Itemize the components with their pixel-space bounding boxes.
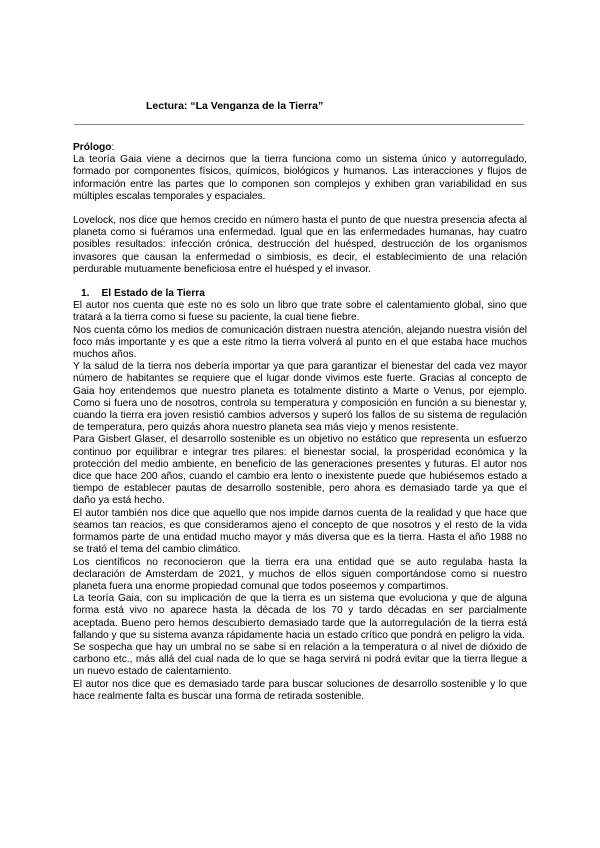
section-1-number: 1. — [81, 288, 90, 300]
prologo-label: Prólogo — [73, 142, 112, 153]
document-title: Lectura: “La Venganza de la Tierra” — [146, 100, 324, 112]
section-1-title: El Estado de la Tierra — [101, 288, 205, 300]
section-1-heading — [81, 288, 527, 300]
prologo-colon: : — [111, 142, 115, 153]
section-1-paragraph-4: Para Gisbert Glaser, el desarrollo sostenible es un objetivo no estático que representa un esfuerzo continuo por equilibrar e integrar tres pilares: el bienestar social, la prosperidad económica y la protección del medio ambiente, en beneficio de las generaciones presentes y futuras. El autor nos dice que hace 200 años, cuando el cambio era lento o inexistente puede que hubiésemos estado a tiempo de establecer pautas de desarrollo sostenible, pero ahora es demasiado tarde ya que el daño ya está hecho. — [73, 434, 527, 507]
section-1-paragraph-1: El autor nos cuenta que este no es solo un libro que trate sobre el calentamiento global, sino que tratará a la tierra como si fuese su paciente, la cual tiene fiebre. — [73, 300, 527, 324]
prologo-paragraph-1: La teoría Gaia viene a decirnos que la tierra funciona como un sistema único y autorregulado, formado por componentes físicos, químicos, biológicos y humanos. Las interacciones y flujos de información entre las partes que lo componen son complejos y exhiben gran variabilidad en sus múltiples escalas temporales y espaciales. — [73, 154, 527, 202]
title-divider — [74, 124, 524, 125]
document-body — [73, 142, 527, 703]
section-1-paragraph-5: El autor también nos dice que aquello que nos impide darnos cuenta de la realidad y que hace que seamos tan reacios, es que consideramos ajeno el concepto de que nosotros y el resto de la vida formamos parte de una entidad mucho mayor y más diversa que es la tierra. Hasta el año 1988 no se trató el tema del cambio climático. — [73, 507, 527, 556]
section-1-paragraph-9: El autor nos dice que es demasiado tarde para buscar soluciones de desarrollo sostenible y lo que hace realmente falta es buscar una forma de retirada sostenible. — [73, 678, 527, 702]
section-1-paragraph-8: Se sospecha que hay un umbral no se sabe si en relación a la temperatura o al nivel de dióxido de carbono etc., más allá del cual nada de lo que se haga servirá ni podrá evitar que la tierra llegue a un nuevo estado de calentamiento. — [73, 641, 527, 678]
prologo-paragraph-2: Lovelock, nos dice que hemos crecido en número hasta el punto de que nuestra presencia afecta al planeta como si fuéramos una enfermedad. Igual que en las enfermedades humanas, hay cuatro posibles resultados: infección crónica, destrucción del huésped, destrucción de los organismos invasores que causan la enfermedad o simbiosis, es decir, el establecimiento de una relación perdurable mutuamente beneficiosa entre el huésped y el invasor. — [73, 215, 527, 275]
section-1-paragraph-2: Nos cuenta cómo los medios de comunicación distraen nuestra atención, alejando nuestra visión del foco más importante y es que a este ritmo la tierra volverá al punto en el que estaba hace muchos muchos años. — [73, 324, 527, 361]
section-1-paragraph-7: La teoría Gaia, con su implicación de que la tierra es un sistema que evoluciona y que de alguna forma está vivo no aparece hasta la década de los 70 y tardo décadas en ser parcialmente aceptada. Bueno pero hemos descubierto demasiado tarde que la autorregulación de la tierra está fallando y que su sistema avanza rápidamente hacia un estado crítico que pondrá en peligro la vida. — [73, 593, 527, 641]
prologo-heading — [73, 142, 527, 154]
section-1-paragraph-3: Y la salud de la tierra nos debería importar ya que para garantizar el bienestar del cada vez mayor número de habitantes se requiere que el lugar donde vivimos este fuerte. Gracias al concepto de Gaia hoy entendemos que nuestro planeta es totalmente distinto a Marte o Venus, por ejemplo. Como si fuera uno de nosotros, controla su temperatura y composición en función a su bienestar y, cuando la tierra era joven resistió cambios adversos y superó los fallos de su sistema de regulación de temperatura, pero quizás ahora nuestro planeta sea más viejo y menos resistente. — [73, 361, 527, 434]
section-1-paragraph-6: Los científicos no reconocieron que la tierra era una entidad que se auto regulaba hasta la declaración de Amsterdam de 2021, y muchos de ellos siguen comportándose como si nuestro planeta fuera una enorme propiedad comunal que todos poseemos y compartimos. — [73, 556, 527, 592]
